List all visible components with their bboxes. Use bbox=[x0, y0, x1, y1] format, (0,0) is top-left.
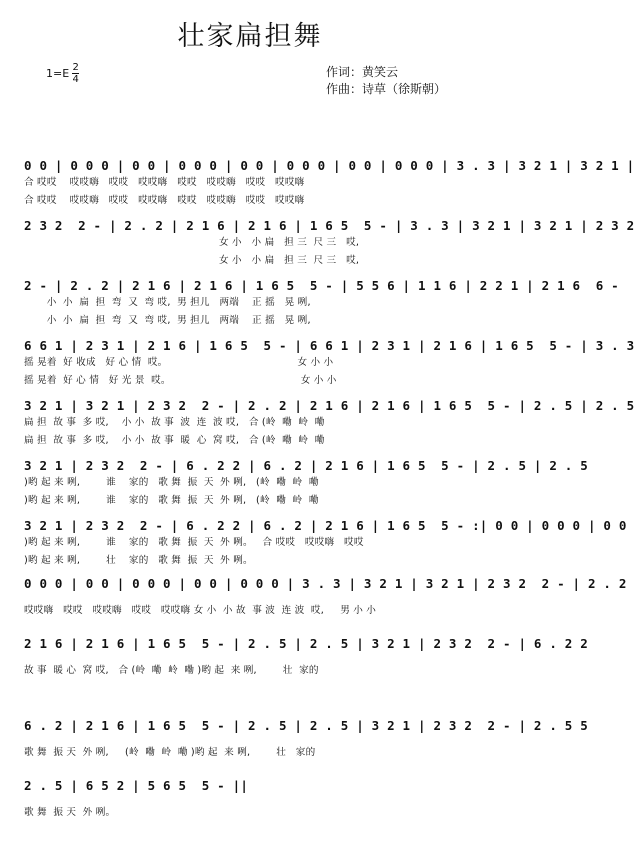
credits bbox=[326, 64, 446, 98]
lyric-verse-1: 歌 舞 振 天 外 咧, (岭 嘞 岭 嘞 )哟 起 来 咧, 壮 家的 bbox=[24, 747, 316, 758]
notation-line: 3 2 1 | 2 3 2 2 - | 6 . 2 2 | 6 . 2 | 2 1 6 | 1 6 5 5 - | 2 . 5 | 2 . 5 bbox=[24, 458, 588, 473]
key-signature bbox=[46, 62, 79, 85]
lyric-verse-1: )哟 起 来 咧, 谁 家的 歌 舞 振 天 外 咧, (岭 嘞 岭 嘞 bbox=[24, 477, 319, 488]
time-signature bbox=[72, 62, 79, 85]
score-system-3 bbox=[24, 278, 619, 330]
score-system-1 bbox=[24, 158, 634, 210]
lyric-verse-1: 歌 舞 振 天 外 咧。 bbox=[24, 807, 116, 818]
lyric-verse-2: 摇 晃着 好 心 情 好 光 景 哎。 女 小 小 bbox=[24, 375, 337, 386]
lyric-verse-1: 扁 担 故 事 多 哎, 小 小 故 事 波 连 波 哎, 合 (岭 嘞 岭 嘞 bbox=[24, 417, 325, 428]
lyric-verse-1: 哎哎嗨 哎哎 哎哎嗨 哎哎 哎哎嗨 女 小 小 故 事 波 连 波 哎, 男 小 小 bbox=[24, 605, 377, 616]
lyricist-credit: 作词：黄笑云 bbox=[326, 65, 399, 79]
lyric-verse-2: 小 小 扁 担 弯 又 弯 哎, 男 担儿 两端 正 摇 晃 咧, bbox=[24, 315, 311, 326]
notation-line: 3 2 1 | 3 2 1 | 2 3 2 2 - | 2 . 2 | 2 1 6 | 2 1 6 | 1 6 5 5 - | 2 . 5 | 2 . 5 bbox=[24, 398, 634, 413]
score-system-11 bbox=[24, 778, 478, 822]
score-system-5 bbox=[24, 398, 634, 450]
lyric-verse-2: )哟 起 来 咧, 壮 家的 歌 舞 振 天 外 咧。 bbox=[24, 555, 253, 566]
composer-credit: 作曲：诗草（徐斯朝） bbox=[326, 82, 447, 96]
notation-line: 0 0 0 | 0 0 | 0 0 0 | 0 0 | 0 0 0 | 3 . 3 | 3 2 1 | 3 2 1 | 2 3 2 2 - | 2 . 2 bbox=[24, 576, 627, 591]
lyric-verse-2: 女 小 小 扁 担 三 尺 三 哎, bbox=[24, 255, 360, 266]
score-system-2 bbox=[24, 218, 634, 270]
page-title: 壮家扁担舞 bbox=[177, 21, 323, 52]
lyric-verse-2: )哟 起 来 咧, 谁 家的 歌 舞 振 天 外 咧, (岭 嘞 岭 嘞 bbox=[24, 495, 319, 506]
score-system-4 bbox=[24, 338, 634, 390]
notation-line: 2 1 6 | 2 1 6 | 1 6 5 5 - | 2 . 5 | 2 . 5 | 3 2 1 | 2 3 2 2 - | 6 . 2 2 bbox=[24, 636, 588, 651]
key-label: 1=E bbox=[46, 67, 70, 80]
lyric-verse-1: 合 哎哎 哎哎嗨 哎哎 哎哎嗨 哎哎 哎哎嗨 哎哎 哎哎嗨 bbox=[24, 177, 305, 188]
score-system-7 bbox=[24, 518, 627, 570]
notation-line: 2 3 2 2 - | 2 . 2 | 2 1 6 | 2 1 6 | 1 6 5 5 - | 3 . 3 | 3 2 1 | 3 2 1 | 2 3 2 bbox=[24, 218, 634, 233]
notation-line: 0 0 | 0 0 0 | 0 0 | 0 0 0 | 0 0 | 0 0 0 | 0 0 | 0 0 0 | 3 . 3 | 3 2 1 | 3 2 1 | bbox=[24, 158, 634, 173]
lyric-verse-1: 女 小 小 扁 担 三 尺 三 哎, bbox=[24, 237, 360, 248]
notation-line: 6 6 1 | 2 3 1 | 2 1 6 | 1 6 5 5 - | 6 6 1 | 2 3 1 | 2 1 6 | 1 6 5 5 - | 3 . 3 bbox=[24, 338, 634, 353]
notation-line: 2 - | 2 . 2 | 2 1 6 | 2 1 6 | 1 6 5 5 - | 5 5 6 | 1 1 6 | 2 2 1 | 2 1 6 6 - bbox=[24, 278, 619, 293]
notation-line: 2 . 5 | 6 5 2 | 5 6 5 5 - || bbox=[24, 778, 249, 793]
time-denominator: 4 bbox=[72, 74, 79, 85]
score-system-6 bbox=[24, 458, 588, 510]
lyric-verse-1: 摇 晃着 好 收成 好 心 情 哎。 女 小 小 bbox=[24, 357, 334, 368]
lyric-verse-1: 故 事 暖 心 窝 哎, 合 (岭 嘞 岭 嘞 )哟 起 来 咧, 壮 家的 bbox=[24, 665, 319, 676]
lyric-verse-2: 扁 担 故 事 多 哎, 小 小 故 事 暖 心 窝 哎, 合 (岭 嘞 岭 嘞 bbox=[24, 435, 325, 446]
time-numerator: 2 bbox=[72, 62, 79, 73]
lyric-verse-2: 合 哎哎 哎哎嗨 哎哎 哎哎嗨 哎哎 哎哎嗨 哎哎 哎哎嗨 bbox=[24, 195, 305, 206]
lyric-verse-1: )哟 起 来 咧, 谁 家的 歌 舞 振 天 外 咧。 合 哎哎 哎哎嗨 哎哎 bbox=[24, 537, 364, 548]
notation-line: 6 . 2 | 2 1 6 | 1 6 5 5 - | 2 . 5 | 2 . 5 | 3 2 1 | 2 3 2 2 - | 2 . 5 5 bbox=[24, 718, 588, 733]
score-system-10 bbox=[24, 718, 588, 762]
lyric-verse-1: 小 小 扁 担 弯 又 弯 哎, 男 担儿 两端 正 摇 晃 咧, bbox=[24, 297, 311, 308]
notation-line: 3 2 1 | 2 3 2 2 - | 6 . 2 2 | 6 . 2 | 2 1 6 | 1 6 5 5 - :| 0 0 | 0 0 0 | 0 0 bbox=[24, 518, 627, 533]
score-system-8 bbox=[24, 576, 627, 620]
score-system-9 bbox=[24, 636, 588, 680]
